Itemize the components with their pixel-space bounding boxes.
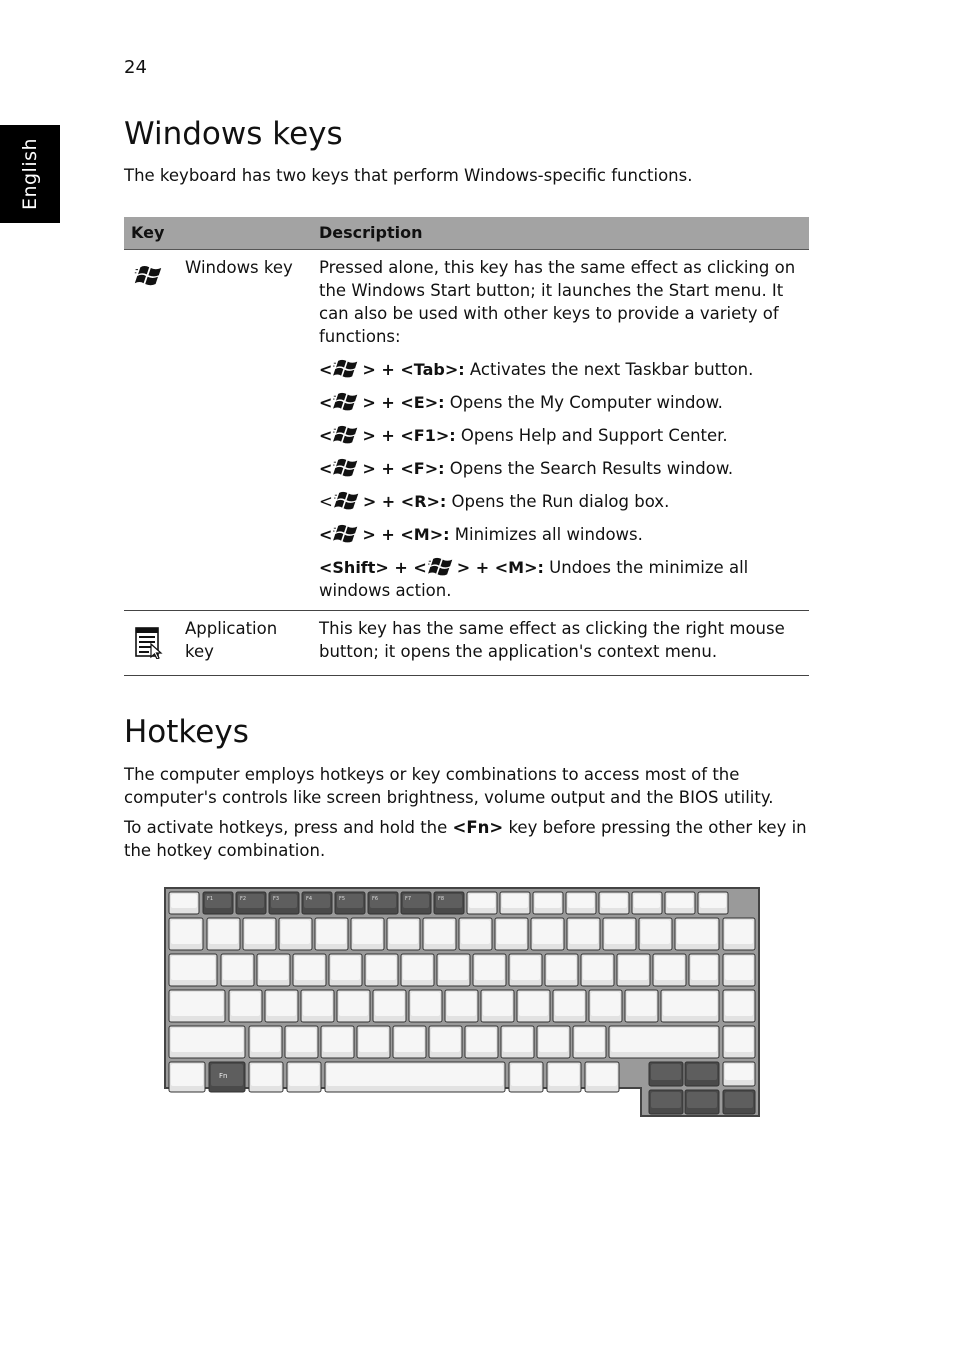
fkey-label: F7 [405,896,412,902]
keyboard-key [365,954,398,986]
keyboard-key [581,954,614,986]
keyboard-key [437,954,470,986]
keyboard-key [501,1026,534,1058]
windows-logo-icon [427,556,457,578]
key-f6 [368,892,398,914]
keyboard-key [409,990,442,1022]
keyboard-key [533,892,563,914]
key-f5 [335,892,365,914]
key-f3 [269,892,299,914]
keyboard-key [293,954,326,986]
key-arrow-right [723,1090,755,1114]
keyboard-key [723,918,755,950]
application-key-description: This key has the same effect as clicking the right mouse button; it opens the application's context menu. [312,611,809,676]
keyboard-key [373,990,406,1022]
fkey-label: F1 [207,896,214,902]
windows-logo-icon [332,391,362,413]
fkey-label: F5 [339,896,346,902]
keyboard-key [481,990,514,1022]
keyboard-key [445,990,478,1022]
windows-key-name: Windows key [178,250,312,611]
keyboard-key [249,1062,283,1092]
keyboard-key [169,918,203,950]
keyboard-key [723,1026,755,1058]
application-menu-icon [134,625,164,659]
key-arrow-cluster [649,1062,683,1086]
fkey-label: F3 [273,896,280,902]
key-f8 [434,892,464,914]
key-space [325,1062,505,1092]
combo-m: < > + <M>: Minimizes all windows. [319,525,643,544]
keyboard-key [509,1062,543,1092]
keyboard-key [337,990,370,1022]
keyboard-key [473,954,506,986]
application-key-icon-cell [124,611,178,676]
key-f2 [236,892,266,914]
fkey-label: F8 [438,896,445,902]
keyboard-key [653,954,686,986]
keyboard-key [243,918,276,950]
keyboard-key [465,1026,498,1058]
keyboard-key [279,918,312,950]
keyboard-key [169,1026,245,1058]
windows-logo-icon [333,490,363,512]
keyboard-key [495,918,528,950]
language-label: English [19,137,41,211]
key-fn [209,1062,245,1092]
combo-f1: < > + <F1>: Opens Help and Support Center. [319,426,728,445]
keyboard-key [169,990,225,1022]
windows-keys-heading: Windows keys [124,116,343,152]
keyboard-key [229,990,262,1022]
windows-logo-icon [332,424,362,446]
language-side-tab [0,125,60,223]
keyboard-key [589,990,622,1022]
key-column-header: Key [124,217,312,250]
keyboard-key [698,892,728,914]
keyboard-key [545,954,578,986]
table-header-row [124,217,809,250]
keyboard-key [617,954,650,986]
combo-tab: < > + <Tab>: Activates the next Taskbar button. [319,360,754,379]
keyboard-key [257,954,290,986]
hotkeys-paragraph-1: The computer employs hotkeys or key combinations to access most of the computer's controls like screen brightness, volume output and the BIOS utility. [124,765,774,807]
key-f1 [203,892,233,914]
keyboard-key [387,918,420,950]
windows-key-description: Pressed alone, this key has the same effect as clicking on the Windows Start button; it launches the Start menu. It can also be used with other keys to provide a variety of functions: [319,258,796,346]
windows-logo-icon [332,457,362,479]
keyboard-key [547,1062,581,1092]
windows-key-description-cell [312,250,809,611]
keyboard-key [689,954,719,986]
windows-logo-icon [332,523,362,545]
combo-f: < > + <F>: Opens the Search Results window. [319,459,734,478]
keyboard-key [249,1026,282,1058]
keyboard-key [553,990,586,1022]
table-row-application-key [124,611,809,676]
windows-logo-icon [332,358,362,380]
keyboard-key [567,918,600,950]
keyboard-key [329,954,362,986]
keyboard-key [265,990,298,1022]
keyboard-key [609,1026,719,1058]
keyboard-key [500,892,530,914]
key-arrow-left [649,1090,683,1114]
keyboard-key [459,918,492,950]
combo-e: < > + <E>: Opens the My Computer window. [319,393,723,412]
combo-shift-m: <Shift> + < > + <M>: Undoes the minimize all windows action. [319,558,749,600]
keyboard-key [599,892,629,914]
combo-r: < > + <R>: Opens the Run dialog box. [319,492,670,511]
keyboard-key [723,954,755,986]
windows-key-icon-cell [124,250,178,611]
keyboard-key [321,1026,354,1058]
keyboard-key [665,892,695,914]
keyboard-key [357,1026,390,1058]
keyboard-key [537,1026,570,1058]
key-esc [169,892,199,914]
fkey-label: F2 [240,896,247,902]
keyboard-key [517,990,550,1022]
key-arrow-up [685,1062,719,1086]
application-key-name: Application key [178,611,312,676]
keyboard-key [661,990,719,1022]
keyboard-key [632,892,662,914]
page-number: 24 [124,57,147,78]
keyboard-key [221,954,254,986]
key-arrow-down [685,1090,719,1114]
keyboard-key [625,990,658,1022]
keyboard-key [723,990,755,1022]
windows-keys-table [124,217,809,676]
hotkeys-paragraph-2: To activate hotkeys, press and hold the <Fn> key before pressing the other key in the hotkey combination. [124,818,807,860]
keyboard-key [585,1062,619,1092]
keyboard-key [509,954,542,986]
windows-keys-intro: The keyboard has two keys that perform Windows-specific functions. [124,166,693,185]
keyboard-key [675,918,719,950]
key-f7 [401,892,431,914]
hotkeys-heading: Hotkeys [124,714,249,750]
keyboard-key [603,918,636,950]
description-column-header: Description [312,217,809,250]
fn-key-label: Fn [219,1072,228,1080]
key-f4 [302,892,332,914]
keyboard-key [573,1026,606,1058]
table-row-windows-key [124,250,809,611]
keyboard-key [531,918,564,950]
keyboard-key [169,1062,205,1092]
keyboard-key [566,892,596,914]
keyboard-key [285,1026,318,1058]
keyboard-key [429,1026,462,1058]
keyboard-key [351,918,384,950]
keyboard-key [287,1062,321,1092]
keyboard-key [315,918,348,950]
keyboard-key [723,1062,755,1086]
keyboard-key [401,954,434,986]
fn-key-reference: <Fn> [452,818,504,837]
fkey-label: F4 [306,896,313,902]
keyboard-key [393,1026,426,1058]
keyboard-key [467,892,497,914]
keyboard-key [423,918,456,950]
fkey-label: F6 [372,896,379,902]
windows-logo-icon [134,262,166,290]
keyboard-key [639,918,672,950]
keyboard-illustration [163,886,761,1118]
keyboard-key [207,918,240,950]
keyboard-key [169,954,217,986]
keyboard-key [301,990,334,1022]
